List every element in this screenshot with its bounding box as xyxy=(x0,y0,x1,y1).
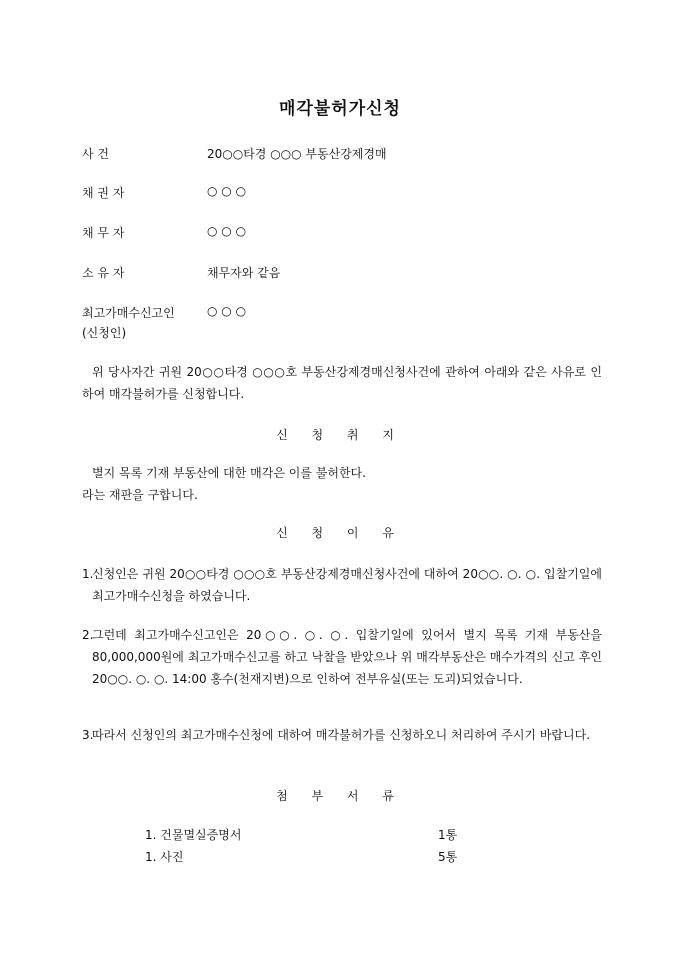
attachment-quantity: 5통 xyxy=(438,850,458,864)
attachment-name: 1. 건물멸실증명서 xyxy=(145,828,242,842)
bidder-sublabel: (신청인) xyxy=(82,326,127,340)
reason-number: 1. xyxy=(82,567,94,581)
purpose-line-2: 라는 재판을 구합니다. xyxy=(82,488,198,502)
case-value: 20○○타경 ○○○ 부동산강제경매 xyxy=(207,147,387,161)
purpose-heading: 신 청 취 지 xyxy=(276,428,404,442)
reason-item xyxy=(82,563,602,607)
owner-label: 소 유 자 xyxy=(82,266,125,280)
case-label: 사 건 xyxy=(82,147,109,161)
purpose-line-1: 별지 목록 기재 부동산에 대한 매각은 이를 불허한다. xyxy=(92,466,366,480)
bidder-value: ○ ○ ○ xyxy=(207,304,247,318)
document-title: 매각불허가신청 xyxy=(279,99,401,119)
owner-value: 채무자와 같음 xyxy=(207,266,281,280)
reason-text: 따라서 신청인의 최고가매수신청에 대하여 매각불허가를 신청하오니 처리하여 주시기 바랍니다. xyxy=(92,728,591,742)
reason-number: 2. xyxy=(82,628,94,642)
reason-item xyxy=(82,724,602,746)
intro-paragraph: 위 당사자간 귀원 20○○타경 ○○○호 부동산강제경매신청사건에 관하여 아래와 같은 사유로 인하여 매각불허가를 신청합니다. xyxy=(82,365,602,401)
creditor-label: 채 권 자 xyxy=(82,186,125,200)
reasons-heading: 신 청 이 유 xyxy=(276,526,404,540)
attachment-quantity: 1통 xyxy=(438,828,458,842)
debtor-label: 채 무 자 xyxy=(82,226,125,240)
debtor-value: ○ ○ ○ xyxy=(207,224,247,238)
attachment-name: 1. 사진 xyxy=(145,850,184,864)
reason-number: 3. xyxy=(82,728,94,742)
creditor-value: ○ ○ ○ xyxy=(207,184,247,198)
bidder-label: 최고가매수신고인 xyxy=(82,306,175,320)
reason-text: 그런데 최고가매수신고인은 20○○. ○. ○. 입찰기일에 있어서 별지 목록 기재 부동산을 80,000,000원에 최고가매수신고를 하고 낙찰을 받았으나 위 매각부동산은 매수가격의 신고 후인 20○○. ○. ○. 14:00 홍수(천재지변)으로 인하여 전부유실(또는 도괴)되었습니다. xyxy=(92,628,602,686)
reason-text: 신청인은 귀원 20○○타경 ○○○호 부동산강제경매신청사건에 대하여 20○○. ○. ○. 입찰기일에 최고가매수신청을 하였습니다. xyxy=(92,567,602,603)
reason-item xyxy=(82,624,602,690)
attachments-heading: 첨 부 서 류 xyxy=(276,789,404,803)
